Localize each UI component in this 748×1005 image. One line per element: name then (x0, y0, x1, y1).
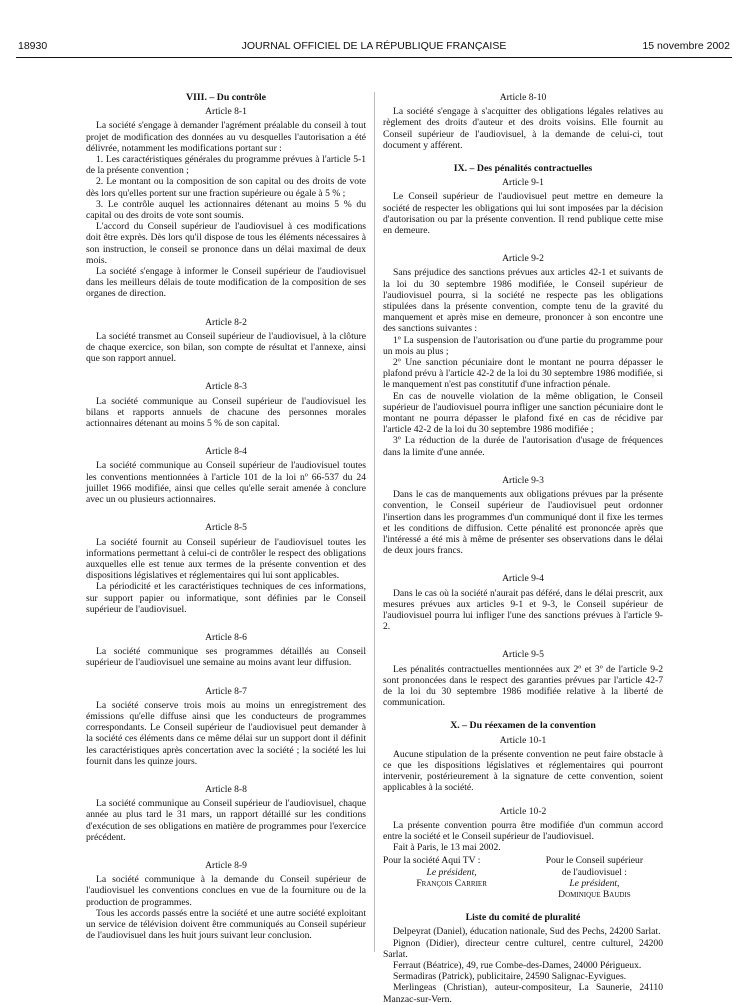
paragraph: La société fournit au Conseil supérieur de l'audiovisuel toutes les informations permettant à celui-ci de contrôler le respect des obligations auxquelles elle est tenue aux termes de la présente convention et des dispositions législatives et réglementaires qui lui sont applicables. (86, 536, 366, 582)
article-title: Article 10-1 (499, 734, 547, 746)
paragraph: Dans le cas de manquements aux obligations prévues par la présente convention, le Conseil supérieur de l'audiovisuel peut ordonner l'insertion dans les programmes d'un communiqué dont il fixe les termes et les conditions de diffusion. Cette pénalité est prononcée après que l'intéressé a été mis à même de présenter ses observations dans le délai de deux jours francs. (383, 489, 663, 557)
article-title: Article 8-2 (205, 316, 247, 328)
article-title: Article 9-1 (502, 177, 544, 189)
right-column (383, 92, 663, 1005)
article-title: Article 10-2 (499, 805, 547, 817)
paragraph: La périodicité et les caractéristiques techniques de ces informations, sur support papier ou informatique, sont définies par le Conseil supérieur de l'audiovisuel. (86, 581, 366, 615)
list-item: Merlingeas (Christian), auteur-compositeur, La Saunerie, 24110 Manzac-sur-Vern. (383, 982, 663, 1005)
article-title: Article 8-1 (205, 106, 247, 118)
article-title: Article 8-9 (205, 859, 247, 871)
article-title: Article 8-10 (499, 92, 547, 103)
page-header (14, 40, 734, 56)
paragraph: La société s'engage à s'acquitter des obligations légales relatives au règlement des droits d'auteur et des droits voisins. Elle fournit au Conseil supérieur de l'audiovisuel, à la demande de celui-ci, tout document y afférent. (383, 106, 663, 151)
journal-title: JOURNAL OFFICIEL DE LA RÉPUBLIQUE FRANÇAISE (241, 40, 507, 52)
paragraph: Les pénalités contractuelles mentionnées aux 2º et 3º de l'article 9-2 sont prononcées dans le respect des garanties prévues par l'article 42-7 de la loi du 30 septembre 1986 modifiée relative à la liberté de communication. (383, 663, 663, 709)
paragraph: La présente convention pourra être modifiée d'un commun accord entre la société et le Conseil supérieur de l'audiovisuel. (383, 819, 663, 842)
signature-org: de l'audiovisuel : (561, 866, 627, 878)
paragraph: 1. Les caractéristiques générales du programme prévues à l'article 5-1 de la présente convention ; (86, 154, 366, 177)
signature-org: Pour le Conseil supérieur (545, 855, 644, 867)
paragraph: 3º La réduction de la durée de l'autorisation d'usage de fréquences dans la limite d'une année. (383, 435, 663, 458)
signature-left (383, 855, 520, 900)
paragraph: La société s'engage à demander l'agrément préalable du conseil à tout projet de modification des données au vu desquelles l'autorisation a été délivrée, notamment les modifications portant sur : (86, 120, 366, 154)
paragraph: La société conserve trois mois au moins un enregistrement des émissions qu'elle diffuse ainsi que les conducteurs de programmes correspondants. Le Conseil supérieur de l'audiovisuel peut demander à la société ces éléments dans ce même délai sur un support dont il définit les caractéristiques après concertation avec la société ; la société les lui fournit dans les quinze jours. (86, 699, 366, 767)
paragraph: L'accord du Conseil supérieur de l'audiovisuel à ces modifications doit être exprès. Dès lors qu'il dispose de tous les éléments nécessaires à son instruction, le conseil se prononce dans un délai maximal de deux mois. (86, 221, 366, 266)
article-title: Article 8-5 (205, 522, 247, 534)
paragraph: En cas de nouvelle violation de la même obligation, le Conseil supérieur de l'audiovisuel pourra infliger une sanction pécuniaire dont le montant ne pourra dépasser le plafond fixé en cas de récidive par l'article 42-2 de la loi du 30 septembre 1986 modifiée ; (383, 390, 663, 436)
list-title: Liste du comité de pluralité (465, 912, 581, 924)
committee-list (383, 926, 663, 1004)
paragraph: 3. Le contrôle auquel les actionnaires détenant au moins 5 % du capital ou des droits de vote sont soumis. (86, 198, 366, 222)
paragraph: Dans le cas où la société n'aurait pas déféré, dans le délai prescrit, aux mesures prévues aux articles 9-1 et 9-3, le Conseil supérieur de l'audiovisuel pourra lui infliger l'une des sanctions prévues à l'article 9-2. (383, 587, 663, 633)
signature-role: Le président, (569, 877, 620, 889)
paragraph: La société communique ses programmes détaillés au Conseil supérieur de l'audiovisuel une semaine au moins avant leur diffusion. (86, 646, 366, 669)
header-rule (16, 57, 732, 58)
article-title: Article 8-3 (205, 381, 247, 393)
article-title: Article 8-7 (205, 685, 247, 697)
signature-role: Le président, (426, 866, 477, 878)
section-title-ix: IX. – Des pénalités contractuelles (453, 163, 593, 175)
list-item: Delpeyrat (Daniel), éducation nationale, Sud des Pechs, 24200 Sarlat. (393, 926, 661, 938)
section-title-viii: VIII. – Du contrôle (185, 92, 266, 103)
paragraph: La société s'engage à informer le Conseil supérieur de l'audiovisuel dans les meilleurs délais de toute modification de la composition de ses organes de direction. (86, 266, 366, 300)
article-title: Article 9-3 (502, 474, 544, 486)
article-title: Article 8-8 (205, 783, 247, 795)
article-title: Article 9-2 (502, 253, 544, 265)
column-divider (374, 92, 375, 952)
paragraph: La société transmet au Conseil supérieur de l'audiovisuel, à la clôture de chaque exercice, son bilan, son compte de résultat et l'annexe, ainsi que son rapport annuel. (86, 330, 366, 365)
left-column (86, 92, 366, 941)
section-title-x: X. – Du réexamen de la convention (450, 720, 596, 732)
paragraph: Aucune stipulation de la présente convention ne peut faire obstacle à ce que les dispositions législatives et réglementaires qui pourront intervenir, postérieurement à la signature de cette convention, soient applicables à la société. (383, 748, 663, 794)
paragraph: La société communique à la demande du Conseil supérieur de l'audiovisuel les conventions conclues en vue de la fourniture ou de la production de programmes. (86, 874, 366, 908)
signature-name: François Carrier (416, 877, 487, 889)
page-number: 18930 (18, 40, 48, 52)
paragraph: 2. Le montant ou la composition de son capital ou des droits de vote dès lors qu'elles portent sur une fraction supérieure ou égale à 5 % ; (86, 176, 366, 199)
list-item: Sermadiras (Patrick), publicitaire, 24590 Salignac-Eyvigues. (393, 971, 627, 983)
article-title: Article 9-4 (502, 573, 544, 585)
article-title: Article 9-5 (502, 649, 544, 661)
paragraph: 1º La suspension de l'autorisation ou d'une partie du programme pour un mois au plus ; (383, 334, 663, 357)
article-title: Article 8-4 (205, 446, 247, 458)
list-item: Ferraut (Béatrice), 49, rue Combe-des-Dames, 24000 Périgueux. (393, 960, 642, 971)
paragraph: La société communique au Conseil supérieur de l'audiovisuel les bilans et rapports annuels de chacune des personnes morales actionnaires détenant au moins 5 % de son capital. (86, 395, 366, 430)
paragraph: 2º Une sanction pécuniaire dont le montant ne pourra dépasser le plafond prévu à l'article 42-2 de la loi du 30 septembre 1986 modifiée, si le manquement n'est pas constitutif d'une infraction pénale. (383, 357, 663, 391)
paragraph: Tous les accords passés entre la société et une autre société exploitant un service de télévision doivent être communiqués au Conseil supérieur de l'audiovisuel dans les huit jours suivant leur conclusion. (86, 907, 366, 942)
list-item: Pignon (Didier), directeur centre culturel, centre culturel, 24200 Sarlat. (383, 937, 663, 960)
paragraph: La société communique au Conseil supérieur de l'audiovisuel, chaque année au plus tard le 31 mars, un rapport détaillé sur les conditions d'exécution de ses obligations en matière de programmes pour l'exercice précédent. (86, 798, 366, 843)
signatures (383, 855, 663, 900)
signature-right (526, 855, 663, 900)
paragraph: La société communique au Conseil supérieur de l'audiovisuel toutes les conventions mentionnées à l'article 101 de la loi nº 66-537 du 24 juillet 1966 modifiée, ainsi que celles qu'elle serait amenée à conclure avec un ou plusieurs actionnaires. (86, 460, 366, 506)
signature-name: Dominique Baudis (558, 888, 631, 900)
signature-org: Pour la société Aqui TV : (383, 855, 481, 867)
paragraph: Sans préjudice des sanctions prévues aux articles 42-1 et suivants de la loi du 30 septembre 1986 modifiée, le Conseil supérieur de l'audiovisuel pourra, si la société ne respecte pas les obligations stipulées dans la présente convention, compte tenu de la gravité du manquement et après mise en demeure, prononcer à son encontre une des sanctions suivantes : (383, 267, 663, 335)
issue-date: 15 novembre 2002 (642, 40, 730, 52)
done-at: Fait à Paris, le 13 mai 2002. (393, 842, 501, 854)
article-title: Article 8-6 (205, 631, 247, 643)
paragraph: Le Conseil supérieur de l'audiovisuel peut mettre en demeure la société de respecter les obligations qui lui sont imposées par la décision d'autorisation ou par la présente convention. Il rend publique cette mise en demeure. (383, 191, 663, 237)
